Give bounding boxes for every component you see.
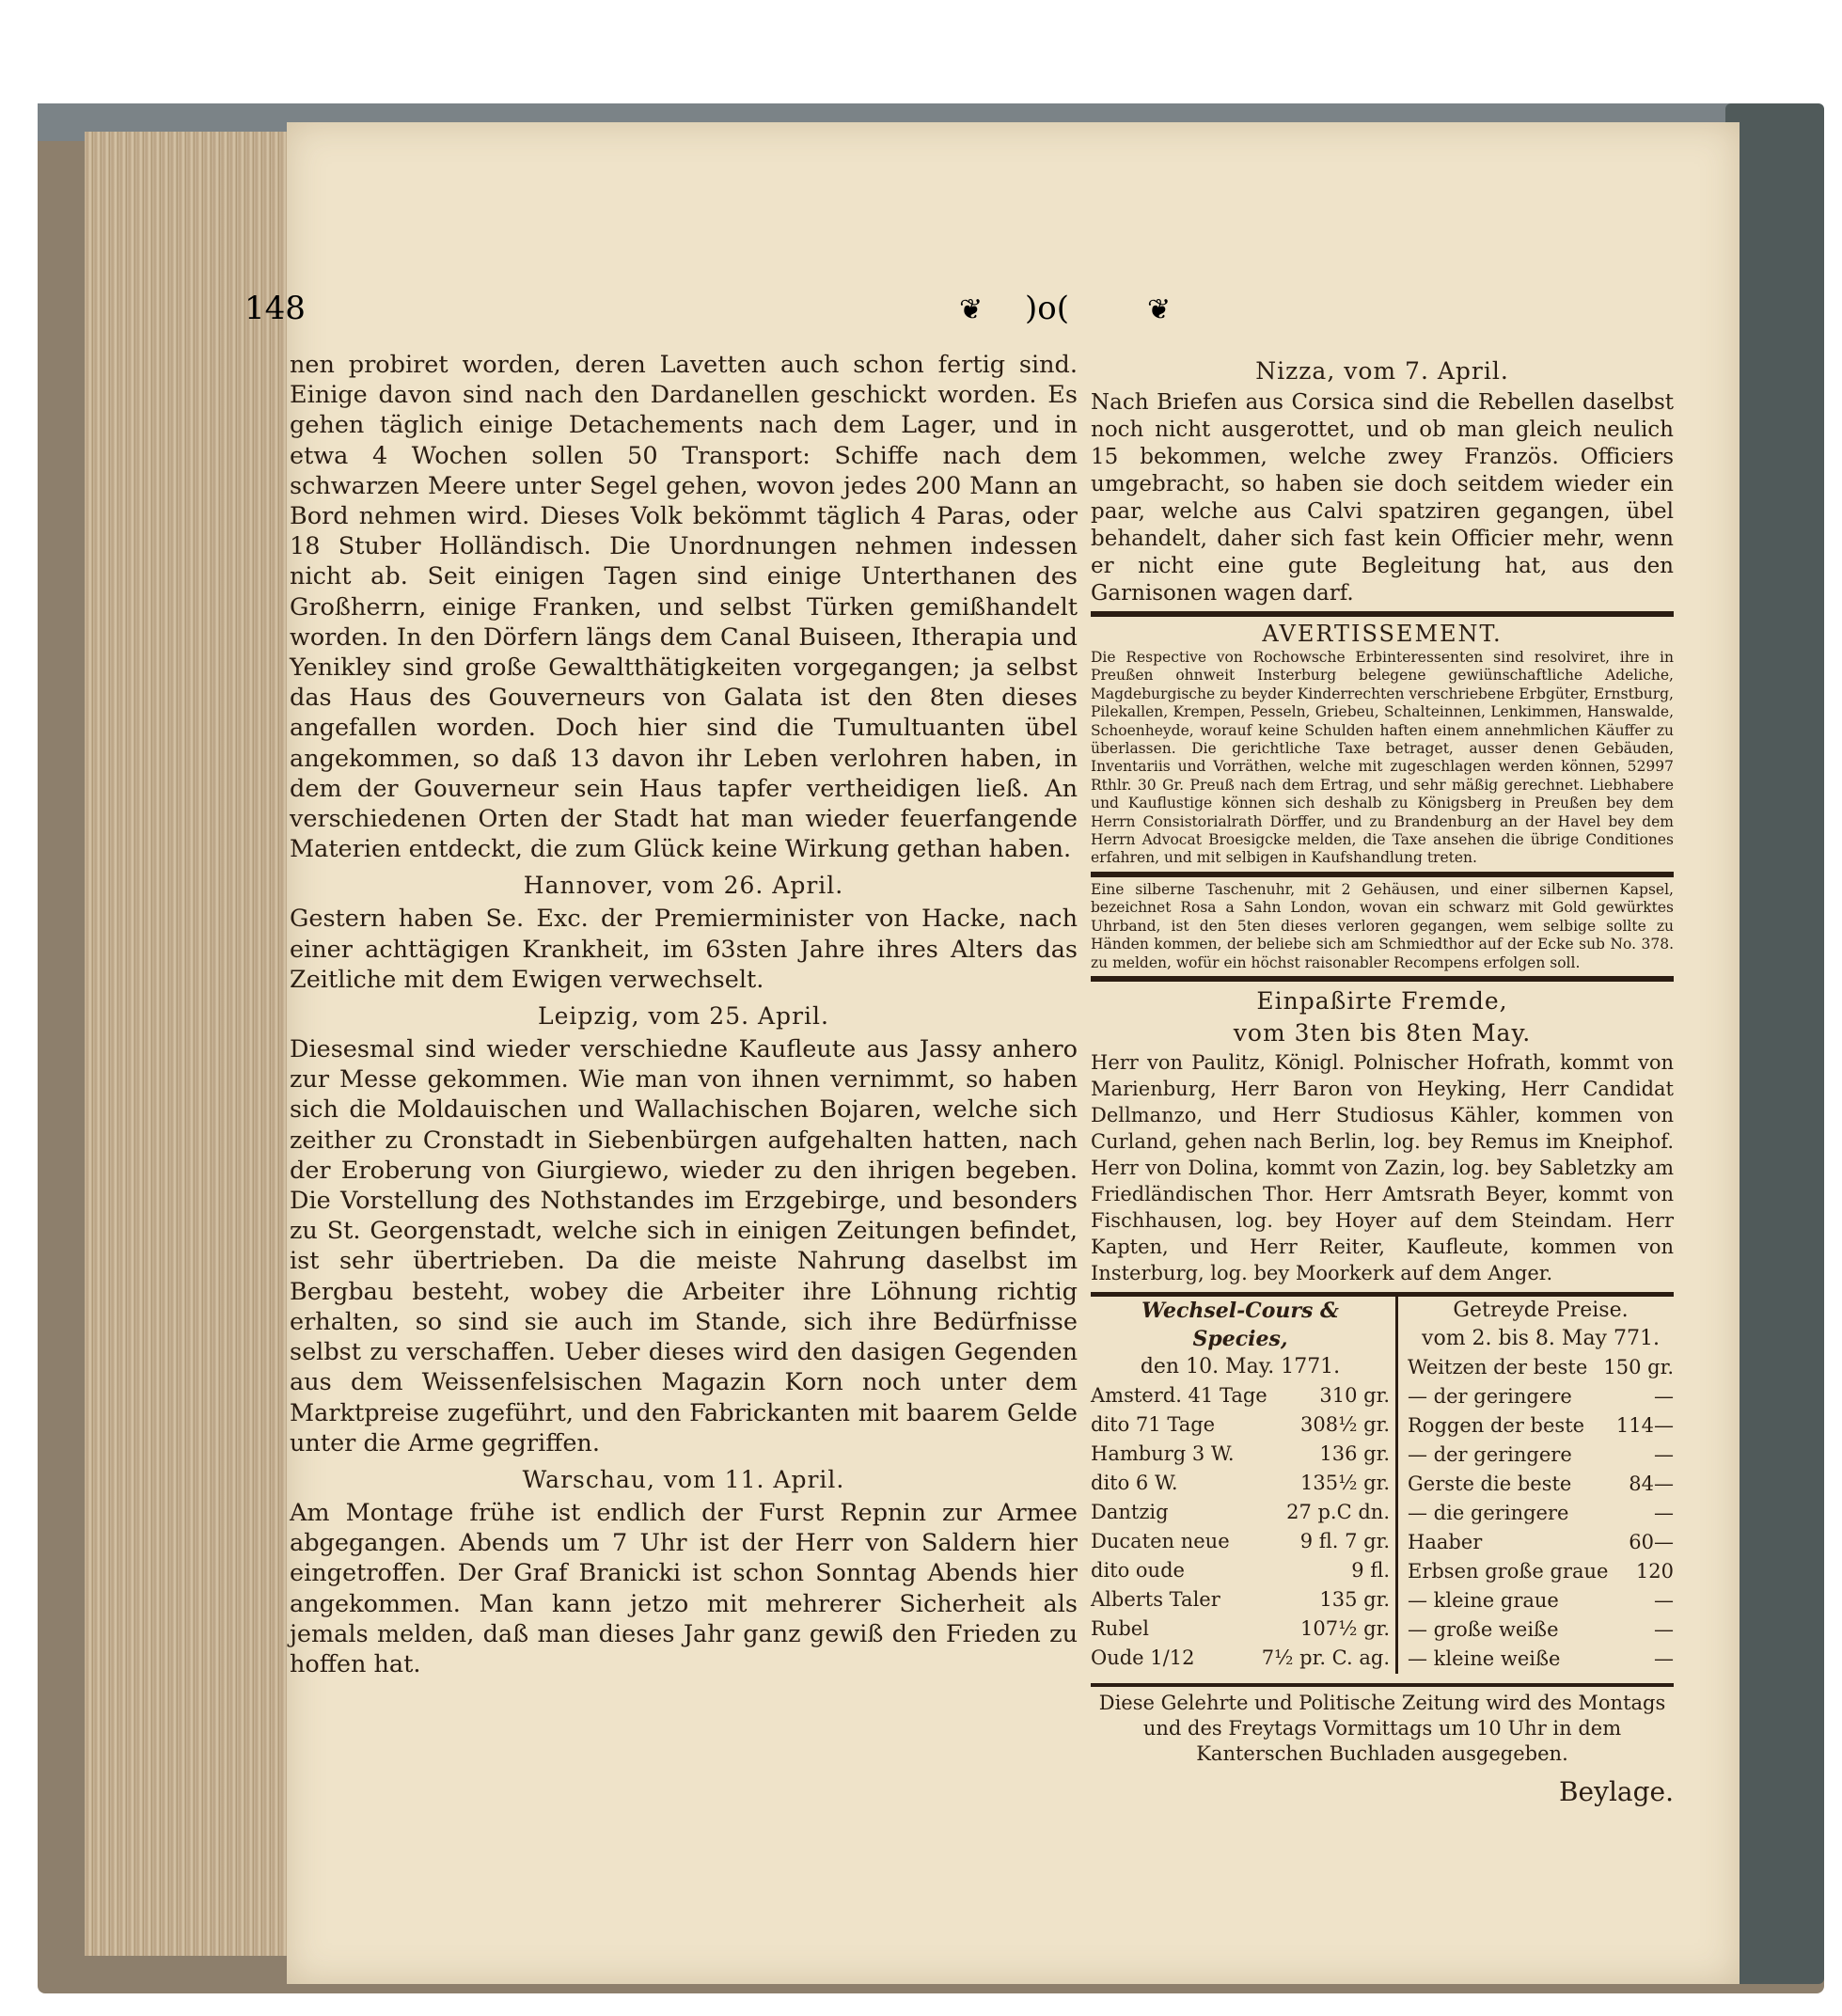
- getreyde-table: [1398, 1297, 1674, 1674]
- getreyde-row-value: —: [1654, 1646, 1674, 1670]
- wechsel-row-value: 9 fl.: [1351, 1558, 1390, 1582]
- lost-watch-notice: Eine silberne Taschenuhr, mit 2 Gehäusen, und einer silbernen Kapsel, bezeichnet Rosa a Sahn London, wovan ein schwarz mit Gold gewürktes Uhrband, ist den 5ten dieses verloren gegangen, wem selbige sollte zu Händen kommen, der beliebe sich am Schmiedthor auf der Ecke sub No. 378. zu melden, wofür ein höchst raisonabler Recompens erfolgen soll.: [1091, 880, 1674, 971]
- wechsel-row: [1091, 1527, 1390, 1556]
- hannover-dateline: Hannover, vom 26. April.: [523, 872, 844, 900]
- getreyde-row-value: —: [1654, 1501, 1674, 1524]
- divider: [1091, 872, 1674, 877]
- wechsel-row-value: 308½ gr.: [1300, 1412, 1390, 1436]
- wechsel-row-label: dito oude: [1091, 1558, 1185, 1582]
- wechsel-row-value: 135 gr.: [1319, 1587, 1390, 1611]
- wechsel-row-value: 136 gr.: [1319, 1441, 1390, 1465]
- getreyde-row-label: — der geringere: [1408, 1384, 1572, 1408]
- wechsel-row-label: Dantzig: [1091, 1500, 1169, 1523]
- getreyde-row-label: — kleine graue: [1408, 1588, 1559, 1612]
- getreyde-row: [1408, 1441, 1674, 1470]
- getreyde-row: [1408, 1470, 1674, 1499]
- getreyde-row-label: Haaber: [1408, 1530, 1483, 1553]
- wechsel-row-value: 310 gr.: [1319, 1383, 1390, 1407]
- leipzig-text: Diesesmal sind wieder verschiedne Kaufleute aus Jassy anhero zur Messe gekommen. Wie man von ihnen vernimmt, so haben sich die Moldauischen und Wallachischen Bojaren, welche sich zeither zu Cronstadt in Siebenbürgen aufgehalten hatten, nach der Eroberung von Giurgiewo, wieder zu den ihrigen begeben. Die Vorstellung des Nothstandes im Erzgebirge, und besonders zu St. Georgenstadt, welche sich in einigen Zeitungen befindet, ist sehr übertrieben. Da die meiste Nahrung daselbst im Bergbau besteht, wobey die Arbeiter ihre Löhnung richtig erhalten, so sind sie auch im Stande, sich ihre Bedürfnisse selbst zu verschaffen. Ueber dieses wird den dasigen Gegenden aus dem Weissenfelsischen Magazin Korn noch unter dem Marktpreise zugeführt, und den Fabrickanten mit baarem Gelde unter die Arme gegriffen.: [290, 1035, 1078, 1457]
- getreyde-row-label: — große weiße: [1408, 1617, 1559, 1641]
- wechsel-row-value: 9 fl. 7 gr.: [1299, 1529, 1390, 1552]
- wechsel-row: [1091, 1440, 1390, 1469]
- right-column: [1091, 350, 1674, 1807]
- getreyde-row-value: —: [1654, 1442, 1674, 1466]
- warschau-dateline: Warschau, vom 11. April.: [522, 1465, 845, 1493]
- wechsel-row-label: dito 6 W.: [1091, 1471, 1178, 1494]
- page-number: 148: [244, 290, 306, 327]
- nizza-dateline: Nizza, vom 7. April.: [1255, 357, 1509, 385]
- wechsel-row-value: 107½ gr.: [1300, 1616, 1390, 1640]
- book-cover-right: [1725, 103, 1824, 1984]
- getreyde-row-value: —: [1654, 1588, 1674, 1612]
- wechsel-row-value: 135½ gr.: [1300, 1471, 1390, 1494]
- getreyde-row: [1408, 1411, 1674, 1441]
- getreyde-row-label: — der geringere: [1408, 1442, 1572, 1466]
- getreyde-row: [1408, 1499, 1674, 1528]
- wechsel-row-label: Amsterd. 41 Tage: [1091, 1383, 1267, 1407]
- getreyde-row: [1408, 1586, 1674, 1615]
- page-header: [244, 290, 1636, 337]
- wechsel-title: Wechsel-Cours & Species,: [1141, 1298, 1339, 1351]
- getreyde-row: [1408, 1645, 1674, 1674]
- wechsel-row: [1091, 1498, 1390, 1527]
- wechsel-row-label: Oude 1/12: [1091, 1646, 1195, 1669]
- wechsel-row: [1091, 1556, 1390, 1585]
- getreyde-row-value: —: [1654, 1384, 1674, 1408]
- wechsel-row: [1091, 1381, 1390, 1410]
- getreyde-row: [1408, 1353, 1674, 1382]
- leipzig-dateline: Leipzig, vom 25. April.: [538, 1002, 829, 1031]
- getreyde-row-value: —: [1654, 1617, 1674, 1641]
- wechsel-table: [1091, 1297, 1398, 1674]
- ornament-center: )o(: [1025, 290, 1069, 327]
- getreyde-row-label: Erbsen große graue: [1408, 1559, 1609, 1583]
- ornament-right-icon: ❦: [1147, 293, 1172, 326]
- wechsel-row: [1091, 1410, 1390, 1440]
- avertissement-text: Die Respective von Rochowsche Erbinteressenten sind resolviret, ihre in Preußen ohnweit Insterburg belegene gewiünschaftliche Adeliche, Magdeburgische zu beyder Kinderrechten verschriebene Erbgüter, Ernstburg, Pilekallen, Krempen, Pesseln, Griebeu, Schalteinnen, Lenkimmen, Hanswalde, Schoenheyde, worauf keine Schulden haften einem annehmlichen Käuffer zu überlassen. Die gerichtliche Taxe betraget, ausser denen Gebäuden, Inventariis und Vorräthen, welche mit zugeschlagen werden können, 52997 Rthlr. 30 Gr. Preuß nach dem Ertrag, und sehr mäßig gerechnet. Liebhabere und Kauflustige können sich deshalb zu Königsberg in Preußen bey dem Herrn Consistorialrath Dörffer, und zu Brandenburg an der Havel bey dem Herrn Advocat Broesigcke melden, die Taxe ansehen die übrige Conditiones erfahren, und mit selbigen in Kaufshandlung treten.: [1091, 649, 1674, 867]
- wechsel-row: [1091, 1644, 1390, 1673]
- nizza-text: Nach Briefen aus Corsica sind die Rebellen daselbst noch nicht ausgerottet, und ob man gleich neulich 15 bekommen, welche zwey Französ. Officiers umgebracht, so haben sie doch seitdem wieder ein paar, welche aus Calvi spatziren gegangen, übel behandelt, daher sich fast kein Officier mehr, wenn er nicht eine gute Begleitung hat, aus den Garnisonen wagen darf.: [1091, 390, 1674, 606]
- fremde-text: Herr von Paulitz, Königl. Polnischer Hofrath, kommt von Marienburg, Herr Baron von Heyking, Herr Candidat Dellmanzo, und Herr Studiosus Kähler, kommen von Curland, gehen nach Berlin, log. bey Remus im Kneiphof. Herr von Dolina, kommt von Zazin, log. bey Sabletzky am Friedländischen Thor. Herr Amtsrath Beyer, kommt von Fischhausen, log. bey Hoyer auf dem Steindam. Herr Kapten, und Herr Reiter, Kaufleute, kommen von Insterburg, log. bey Moorkerk auf dem Anger.: [1091, 1050, 1674, 1284]
- getreyde-row-value: 60—: [1629, 1530, 1674, 1553]
- divider: [1091, 611, 1674, 617]
- avertissement-title: AVERTISSEMENT.: [1262, 621, 1503, 647]
- getreyde-row: [1408, 1528, 1674, 1557]
- getreyde-row-value: 84—: [1629, 1472, 1674, 1495]
- wechsel-rows: [1091, 1381, 1390, 1673]
- wechsel-row: [1091, 1614, 1390, 1644]
- fremde-subtitle: vom 3ten bis 8ten May.: [1233, 1018, 1532, 1047]
- getreyde-title: Getreyde Preise.: [1453, 1298, 1629, 1322]
- getreyde-row-label: — die geringere: [1408, 1501, 1569, 1524]
- wechsel-row-label: Hamburg 3 W.: [1091, 1441, 1235, 1465]
- wechsel-row-label: Alberts Taler: [1091, 1587, 1220, 1611]
- getreyde-row-label: Gerste die beste: [1408, 1472, 1572, 1495]
- hannover-text: Gestern haben Se. Exc. der Premierminister von Hacke, nach einer achttägigen Krankheit, im 63sten Jahre ihres Alters das Zeitliche mit dem Ewigen verwechselt.: [290, 905, 1078, 994]
- intro-paragraph: nen probiret worden, deren Lavetten auch schon fertig sind. Einige davon sind nach den Dardanellen geschickt worden. Es gehen täglich einige Detachements nach dem Lager, und in etwa 4 Wochen sollen 50 Transport: Schiffe nach dem schwarzen Meere unter Segel gehen, wovon jedes 200 Mann an Bord nehmen wird. Dieses Volk bekömmt täglich 4 Paras, oder 18 Stuber Holländisch. Die Unordnungen nehmen indessen nicht ab. Seit einigen Tagen sind einige Unterthanen des Großherrn, einige Franken, und selbst Türken gemißhandelt worden. In den Dörfern längs dem Canal Buiseen, Itherapia und Yenikley sind große Gewaltthätigkeiten vorgegangen; ja selbst das Haus des Gouverneurs von Galata ist den 8ten dieses angefallen worden. Doch hier sind die Tumultuanten übel angekommen, so daß 13 davon ihr Leben verlohren haben, in dem der Gouverneur sein Haus tapfer vertheidigen ließ. An verschiedenen Orten der Stadt hat man wieder feuerfangende Materien entdeckt, die zum Glück keine Wirkung gethan haben.: [290, 351, 1078, 864]
- getreyde-row-value: 150 gr.: [1603, 1355, 1674, 1378]
- getreyde-row-label: Weitzen der beste: [1408, 1355, 1588, 1378]
- wechsel-row-label: dito 71 Tage: [1091, 1412, 1216, 1436]
- price-tables: [1091, 1292, 1674, 1674]
- getreyde-date: vom 2. bis 8. May 771.: [1422, 1326, 1660, 1350]
- warschau-text: Am Montage frühe ist endlich der Furst Repnin zur Armee abgegangen. Abends um 7 Uhr ist der Herr von Saldern hier eingetroffen. Der Graf Branicki ist schon Sonntag Abends hier angekommen. Man kann jetzo mit mehrerer Sicherheit als jemals melden, daß man dieses Jahr ganz gewiß den Frieden zu hoffen hat.: [290, 1498, 1078, 1678]
- getreyde-row: [1408, 1557, 1674, 1586]
- getreyde-rows: [1408, 1353, 1674, 1674]
- wechsel-row-value: 7½ pr. C. ag.: [1261, 1646, 1390, 1669]
- getreyde-row-label: Roggen der beste: [1408, 1413, 1585, 1437]
- getreyde-row-value: 120: [1635, 1559, 1674, 1583]
- publication-note: Diese Gelehrte und Politische Zeitung wird des Montags und des Freytags Vormittags um 10 Uhr in dem Kanterschen Buchladen ausgegeben.: [1091, 1683, 1674, 1767]
- page-edges: [85, 132, 296, 1956]
- ornament-left-icon: ❦: [959, 293, 984, 326]
- left-column: [290, 350, 1078, 1679]
- getreyde-row-value: 114—: [1615, 1413, 1674, 1437]
- fremde-title: Einpaßirte Fremde,: [1256, 986, 1508, 1015]
- getreyde-row: [1408, 1382, 1674, 1411]
- getreyde-row: [1408, 1615, 1674, 1645]
- catchword: Beylage.: [1558, 1775, 1674, 1807]
- wechsel-date: den 10. May. 1771.: [1140, 1354, 1341, 1378]
- divider: [1091, 976, 1674, 982]
- wechsel-row-label: Ducaten neue: [1091, 1529, 1230, 1552]
- wechsel-row: [1091, 1585, 1390, 1614]
- getreyde-row-label: — kleine weiße: [1408, 1646, 1561, 1670]
- wechsel-row-value: 27 p.C dn.: [1286, 1500, 1390, 1523]
- wechsel-row-label: Rubel: [1091, 1616, 1149, 1640]
- wechsel-row: [1091, 1469, 1390, 1498]
